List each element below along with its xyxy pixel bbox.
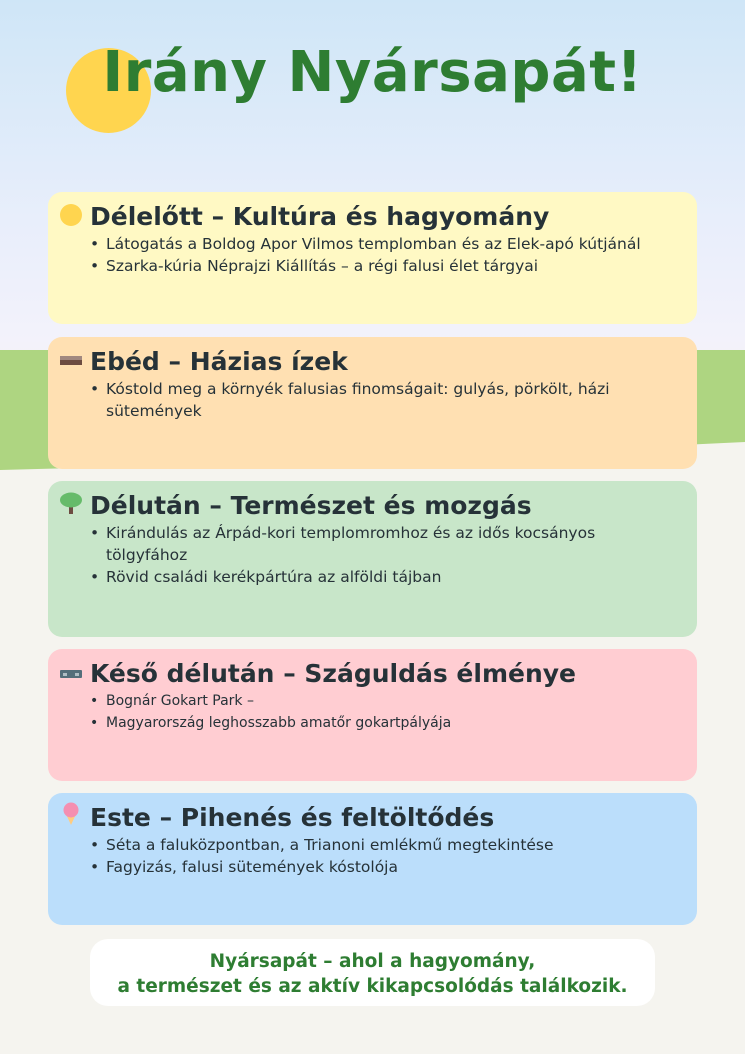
page-title: Irány Nyársapát! — [102, 40, 643, 105]
card-heading: Este – Pihenés és feltöltődés — [90, 803, 495, 832]
list-item: • Séta a faluközpontban, a Trianoni emlékmű megtekintése — [90, 834, 689, 856]
card-heading: Délután – Természet és mozgás — [90, 491, 532, 520]
card-morning — [48, 192, 697, 324]
list-item: • Látogatás a Boldog Apor Vilmos templomban és az Elek-apó kútjánál — [90, 233, 689, 255]
list-item: • Magyarország leghosszabb amatőr gokartpályája — [90, 712, 689, 734]
card-item-list — [90, 522, 657, 588]
list-item: • Szarka-kúria Néprajzi Kiállítás – a régi falusi élet tárgyai — [90, 255, 689, 277]
card-evening — [48, 793, 697, 925]
card-item-list — [90, 834, 689, 878]
card-late-afternoon — [48, 649, 697, 781]
card-item-list — [90, 378, 667, 422]
footer-line: Nyársapát – ahol a hagyomány, — [209, 951, 536, 972]
list-item: • Kóstold meg a környék falusias finomságait: gulyás, pörkölt, házi sütemények — [90, 378, 667, 422]
bowl-icon — [59, 354, 83, 368]
card-afternoon — [48, 481, 697, 637]
card-lunch — [48, 337, 697, 469]
footer-line: a természet és az aktív kikapcsolódás találkozik. — [117, 976, 628, 997]
tree-icon — [59, 492, 83, 514]
card-heading: Késő délután – Száguldás élménye — [90, 659, 577, 688]
card-item-list — [90, 233, 689, 277]
card-heading: Délelőtt – Kultúra és hagyomány — [90, 202, 550, 231]
card-heading: Ebéd – Házias ízek — [90, 347, 348, 376]
list-item: • Kirándulás az Árpád-kori templomromhoz és az idős kocsányos tölgyfához — [90, 522, 657, 566]
list-item: • Fagyizás, falusi sütemények kóstolója — [90, 856, 689, 878]
list-item: • Rövid családi kerékpártúra az alföldi tájban — [90, 566, 657, 588]
footer-slogan — [90, 939, 655, 1006]
ice-cream-icon — [61, 802, 81, 826]
kart-icon — [59, 668, 83, 680]
sun-icon — [59, 203, 83, 227]
card-item-list — [90, 690, 689, 734]
list-item: • Bognár Gokart Park – — [90, 690, 689, 712]
